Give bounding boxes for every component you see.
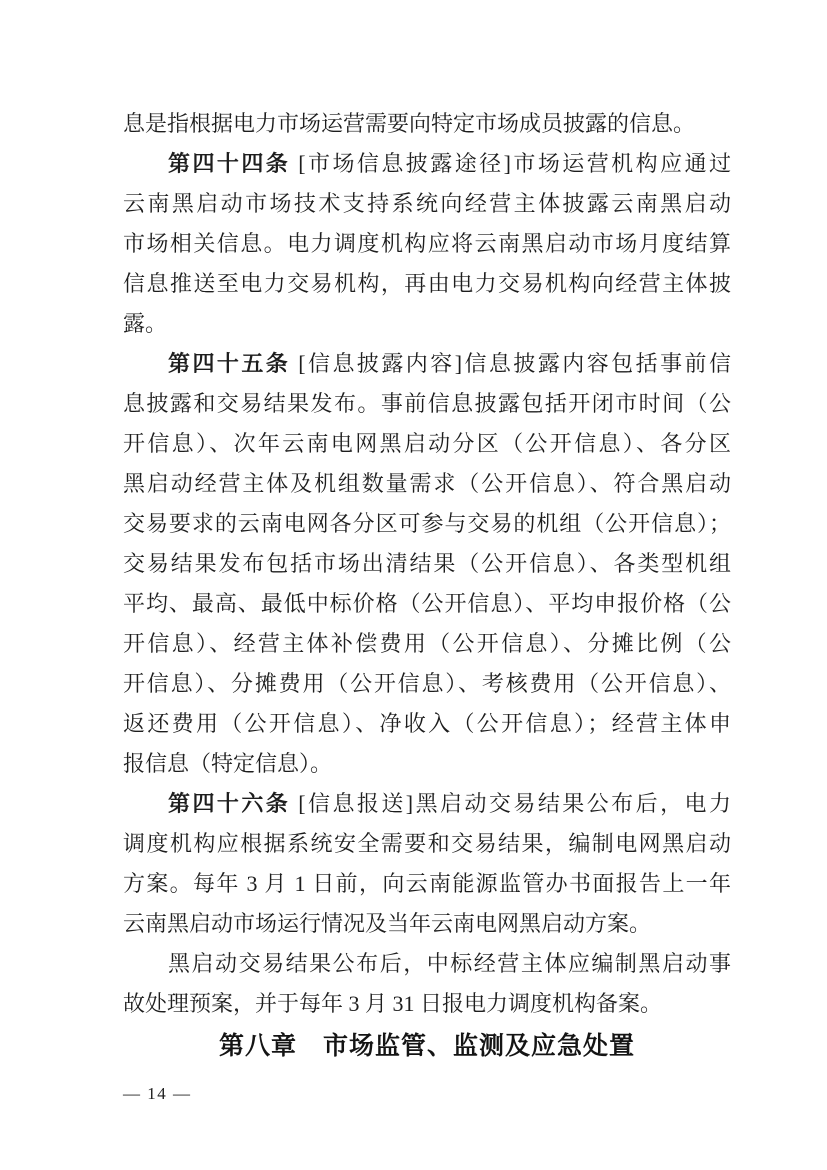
text-line: 报信息（特定信息）。	[123, 751, 333, 776]
text-line: 黑启动经营主体及机组数量需求（公开信息）、符合黑启动	[123, 471, 731, 496]
text-line	[123, 144, 731, 184]
text-line: 返还费用（公开信息）、净收入（公开信息）；经营主体申	[123, 711, 731, 736]
text-line: 开信息）、分摊费用（公开信息）、考核费用（公开信息）、	[123, 671, 731, 696]
text-line	[123, 344, 731, 384]
article-number: 第四十六条	[168, 791, 291, 816]
text-line: 息披露和交易结果发布。事前信息披露包括开闭市时间（公	[123, 391, 731, 416]
text-line: 交易结果发布包括市场出清结果（公开信息）、各类型机组	[123, 551, 731, 576]
text-line: 信息推送至电力交易机构，再由电力交易机构向经营主体披	[123, 271, 731, 296]
text-line: 平均、最高、最低中标价格（公开信息）、平均申报价格（公	[123, 591, 731, 616]
text-line: 方案。每年 3 月 1 日前，向云南能源监管办书面报告上一年	[123, 871, 731, 896]
text-line: 云南黑启动市场技术支持系统向经营主体披露云南黑启动	[123, 191, 731, 216]
text-line: 交易要求的云南电网各分区可参与交易的机组（公开信息）；	[123, 511, 731, 536]
text-run: [信息披露内容]信息披露内容包括事前信	[290, 351, 731, 376]
text-line	[123, 784, 731, 824]
text-line: 市场相关信息。电力调度机构应将云南黑启动市场月度结算	[123, 231, 731, 256]
article-number: 第四十四条	[168, 151, 291, 176]
chapter-heading: 第八章 市场监管、监测及应急处置	[218, 1032, 635, 1060]
text-line: 息是指根据电力市场运营需要向特定市场成员披露的信息。	[123, 111, 696, 136]
document-body	[123, 104, 731, 1024]
page-number: — 14 —	[123, 1084, 192, 1103]
text-line: 故处理预案，并于每年 3 月 31 日报电力调度机构备案。	[123, 991, 663, 1016]
text-line: 黑启动交易结果公布后，中标经营主体应编制黑启动事	[168, 951, 731, 976]
text-line: 调度机构应根据系统安全需要和交易结果，编制电网黑启动	[123, 831, 731, 856]
text-line: 开信息）、经营主体补偿费用（公开信息）、分摊比例（公	[123, 631, 731, 656]
text-line: 露。	[123, 311, 168, 336]
article-number: 第四十五条	[168, 351, 291, 376]
text-line: 云南黑启动市场运行情况及当年云南电网黑启动方案。	[123, 911, 652, 936]
text-run: [信息报送]黑启动交易结果公布后，电力	[290, 791, 731, 816]
text-line: 开信息）、次年云南电网黑启动分区（公开信息）、各分区	[123, 431, 731, 456]
text-run: [市场信息披露途径]市场运营机构应通过	[290, 151, 731, 176]
